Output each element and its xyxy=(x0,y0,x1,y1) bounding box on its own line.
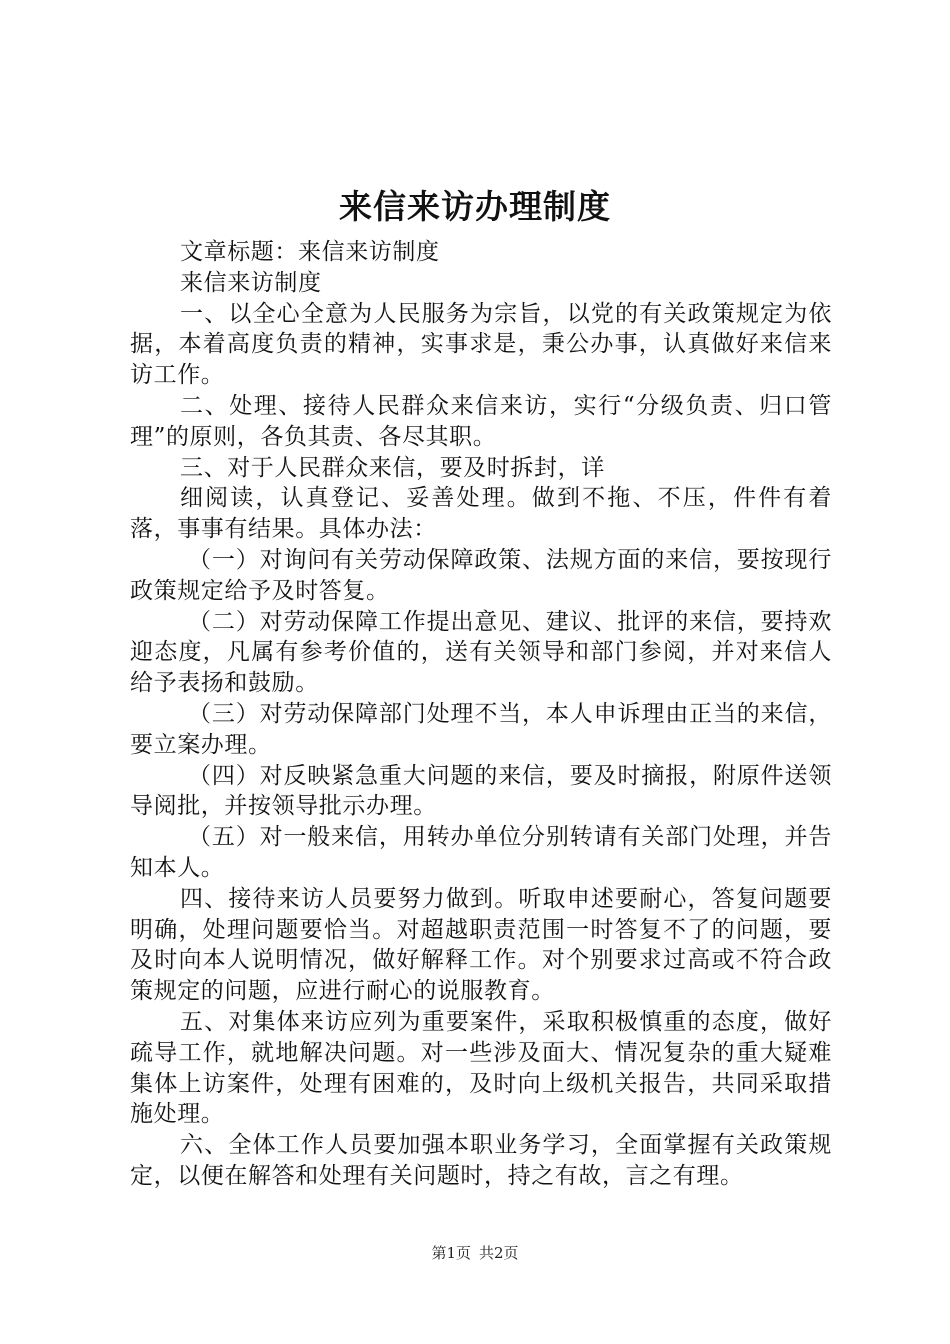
sub-item: （二）对劳动保障工作提出意见、建议、批评的来信，要持欢迎态度，凡属有参考价值的，送有关领导和部门参阅，并对来信人给予表扬和鼓励。 xyxy=(130,608,832,697)
paragraph: 一、以全心全意为人民服务为宗旨，以党的有关政策规定为依据，本着高度负责的精神，实事求是，秉公办事，认真做好来信来访工作。 xyxy=(130,300,832,389)
paragraph: 五、对集体来访应列为重要案件，采取积极慎重的态度，做好疏导工作，就地解决问题。对一些涉及面大、情况复杂的重大疑难集体上访案件，处理有困难的，及时向上级机关报告，共同采取措施处理。 xyxy=(130,1008,832,1128)
paragraph: 二、处理、接待人民群众来信来访，实行“分级负责、归口管理”的原则，各负其责、各尽其职。 xyxy=(130,392,832,450)
sub-item: （一）对询问有关劳动保障政策、法规方面的来信，要按现行政策规定给予及时答复。 xyxy=(130,546,832,604)
sub-item: （四）对反映紧急重大问题的来信，要及时摘报，附原件送领导阅批，并按领导批示办理。 xyxy=(130,762,832,820)
sub-item: （三）对劳动保障部门处理不当，本人申诉理由正当的来信，要立案办理。 xyxy=(130,700,832,758)
paragraph: 四、接待来访人员要努力做到。听取申述要耐心，答复问题要明确，处理问题要恰当。对超越职责范围一时答复不了的问题，要及时向本人说明情况，做好解释工作。对个别要求过高或不符合政策规定的问题，应进行耐心的说服教育。 xyxy=(130,885,832,1005)
page-number: 第1页 xyxy=(431,1244,471,1262)
article-title-line: 文章标题：来信来访制度 xyxy=(180,239,440,265)
document-title: 来信来访办理制度 xyxy=(339,187,611,226)
document-body xyxy=(130,237,832,1192)
paragraph: 细阅读，认真登记、妥善处理。做到不拖、不压，件件有着落，事事有结果。具体办法： xyxy=(130,485,832,543)
paragraph: 三、对于人民群众来信，要及时拆封，详 xyxy=(180,454,605,481)
page-total: 共2页 xyxy=(479,1244,519,1262)
subtitle-line: 来信来访制度 xyxy=(180,269,322,296)
sub-item: （五）对一般来信，用转办单位分别转请有关部门处理，并告知本人。 xyxy=(130,824,832,881)
paragraph: 六、全体工作人员要加强本职业务学习，全面掌握有关政策规定，以便在解答和处理有关问题时，持之有故，言之有理。 xyxy=(130,1132,832,1189)
page-footer xyxy=(0,1241,950,1265)
